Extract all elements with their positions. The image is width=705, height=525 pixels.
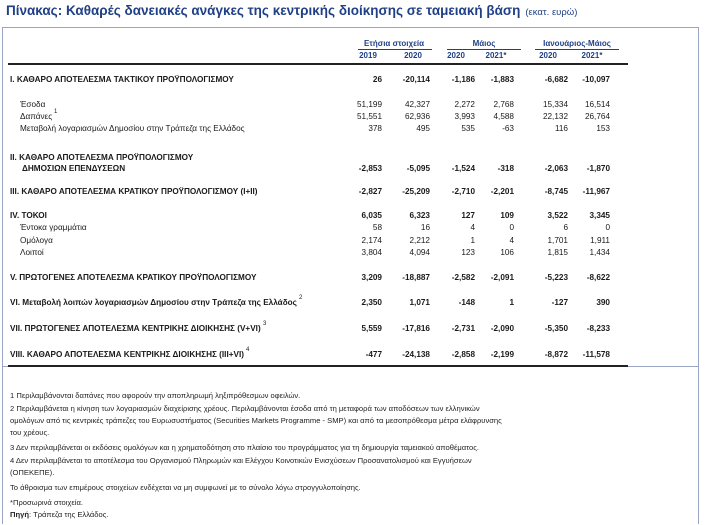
header-jan-may: Ιανουάριος-Μάιος bbox=[543, 39, 611, 48]
footnote-ref: 2 bbox=[299, 295, 303, 301]
cell-value: -5,095 bbox=[406, 164, 430, 173]
cell-value: 109 bbox=[500, 211, 514, 220]
header-may: Μάιος bbox=[472, 39, 496, 48]
cell-value: -1,883 bbox=[490, 75, 514, 84]
cell-value: -2,582 bbox=[451, 273, 475, 282]
cell-value: -2,201 bbox=[490, 187, 514, 196]
footer-rule bbox=[8, 365, 628, 367]
cell-value: -2,710 bbox=[451, 187, 475, 196]
header-rule bbox=[8, 63, 628, 65]
footnote-ref: 3 bbox=[263, 321, 267, 327]
cell-value: -318 bbox=[497, 164, 514, 173]
cell-value: -148 bbox=[458, 298, 475, 307]
cell-value: -6,682 bbox=[544, 75, 568, 84]
cell-value: 127 bbox=[461, 211, 475, 220]
title-text: Πίνακας: Καθαρές δανειακές ανάγκες της κεντρικής διοίκησης σε ταμειακή βάση bbox=[6, 3, 521, 18]
cell-value: 22,132 bbox=[542, 112, 568, 121]
cell-value: 1,701 bbox=[547, 236, 568, 245]
cell-value: -2,731 bbox=[451, 324, 475, 333]
cell-value: -127 bbox=[551, 298, 568, 307]
cell-value: 6,323 bbox=[409, 211, 430, 220]
cell-value: 2,272 bbox=[454, 100, 475, 109]
cell-value: 2,212 bbox=[409, 236, 430, 245]
cell-value: 535 bbox=[461, 124, 475, 133]
cell-value: 2,768 bbox=[493, 100, 514, 109]
row-label: Λοιποί bbox=[20, 248, 44, 257]
footnote-line: 3 Δεν περιλαμβάνεται οι εκδόσεις ομολόγων και η χρηματοδότηση στο πλαίσιο του προγράμματος για τη δημιουργία ταμειακού αποθέματος. bbox=[10, 443, 480, 452]
cell-value: -2,091 bbox=[490, 273, 514, 282]
cell-value: 153 bbox=[596, 124, 610, 133]
col-2020b: 2020 bbox=[447, 51, 465, 60]
source-line bbox=[10, 510, 109, 519]
cell-value: 2,174 bbox=[361, 236, 382, 245]
cell-value: 15,334 bbox=[542, 100, 568, 109]
header-underline-1 bbox=[358, 49, 432, 50]
cell-value: 1,071 bbox=[409, 298, 430, 307]
cell-value: -5,223 bbox=[544, 273, 568, 282]
cell-value: 16 bbox=[420, 223, 430, 232]
cell-value: -8,745 bbox=[544, 187, 568, 196]
cell-value: -17,816 bbox=[402, 324, 430, 333]
cell-value: -2,853 bbox=[358, 164, 382, 173]
row-label-line2: ΔΗΜΟΣΙΩΝ ΕΠΕΝΔΥΣΕΩΝ bbox=[22, 164, 126, 173]
row-label: Μεταβολή λογαριασμών Δημοσίου στην Τράπεζα της Ελλάδος bbox=[20, 124, 245, 133]
row-label: V. ΠΡΩΤΟΓΕΝΕΣ ΑΠΟΤΕΛΕΣΜΑ ΚΡΑΤΙΚΟΥ ΠΡΟΫΠΟΛΟΓΙΣΜΟΥ bbox=[10, 273, 257, 282]
cell-value: -18,887 bbox=[402, 273, 430, 282]
row-label: III. ΚΑΘΑΡΟ ΑΠΟΤΕΛΕΣΜΑ ΚΡΑΤΙΚΟΥ ΠΡΟΫΠΟΛΟΓΙΣΜΟΥ (I+II) bbox=[10, 187, 258, 196]
cell-value: -2,858 bbox=[451, 350, 475, 359]
cell-value: 123 bbox=[461, 248, 475, 257]
footnote-line: ομολόγων από τις κεντρικές τράπεζες του Ευρωσυστήματος (Securities Markets Programme - SMP) και από τα μεσοπρόθεσμα μέτρα ελάφρυνσης bbox=[10, 416, 502, 425]
cell-value: 378 bbox=[368, 124, 382, 133]
cell-value: 4 bbox=[509, 236, 514, 245]
cell-value: -11,967 bbox=[582, 187, 610, 196]
cell-value: 4,094 bbox=[409, 248, 430, 257]
cell-value: 390 bbox=[596, 298, 610, 307]
footnote-line: 2 Περιλαμβάνεται η κίνηση των λογαριασμών διαχείρισης χρέους. Περιλαμβάνονται έσοδα από τη μεταφορά των αποδόσεων των ελληνικών bbox=[10, 404, 480, 413]
cell-value: 2,350 bbox=[361, 298, 382, 307]
cell-value: -2,827 bbox=[358, 187, 382, 196]
footnote-ref: 4 bbox=[246, 347, 250, 353]
cell-value: 116 bbox=[554, 124, 568, 133]
cell-value: 51,199 bbox=[356, 100, 382, 109]
cell-value: 16,514 bbox=[584, 100, 610, 109]
footnote-line: Το άθροισμα των επιμέρους στοιχείων ενδέχεται να μη συμφωνεί με το σύνολο λόγω στρογγυλοποίησης. bbox=[10, 483, 361, 492]
cell-value: -25,209 bbox=[402, 187, 430, 196]
cell-value: -8,233 bbox=[586, 324, 610, 333]
header-underline-2 bbox=[447, 49, 521, 50]
cell-value: 58 bbox=[372, 223, 382, 232]
cell-value: 0 bbox=[509, 223, 514, 232]
col-2021b: 2021* bbox=[581, 51, 603, 60]
row-label: IV. ΤΟΚΟΙ bbox=[10, 211, 47, 220]
col-2020c: 2020 bbox=[539, 51, 557, 60]
cell-value: 3,522 bbox=[547, 211, 568, 220]
row-label: Δαπάνες bbox=[20, 112, 53, 121]
row-label: Ομόλογα bbox=[20, 236, 53, 245]
cell-value: 106 bbox=[500, 248, 514, 257]
table-title bbox=[6, 3, 577, 18]
row-label: II. ΚΑΘΑΡΟ ΑΠΟΤΕΛΕΣΜΑ ΠΡΟΫΠΟΛΟΓΙΣΜΟΥ bbox=[10, 153, 194, 162]
cell-value: 1 bbox=[509, 298, 514, 307]
cell-value: 62,936 bbox=[404, 112, 430, 121]
cell-value: -63 bbox=[502, 124, 514, 133]
header-annual: Ετήσια στοιχεία bbox=[363, 39, 425, 48]
cell-value: 1,911 bbox=[590, 236, 610, 245]
row-label: Έντοκα γραμμάτια bbox=[20, 223, 87, 232]
cell-value: -2,063 bbox=[544, 164, 568, 173]
cell-value: 1 bbox=[470, 236, 475, 245]
cell-value: -10,097 bbox=[582, 75, 610, 84]
cell-value: 6 bbox=[563, 223, 568, 232]
cell-value: 6,035 bbox=[361, 211, 382, 220]
col-2019: 2019 bbox=[359, 51, 377, 60]
col-2021a: 2021* bbox=[485, 51, 507, 60]
row-label: VIII. ΚΑΘΑΡΟ ΑΠΟΤΕΛΕΣΜΑ ΚΕΝΤΡΙΚΗΣ ΔΙΟΙΚΗΣΗΣ (III+VI) bbox=[10, 350, 244, 359]
cell-value: -20,114 bbox=[402, 75, 430, 84]
footnote-ref: 1 bbox=[54, 109, 58, 115]
row-label: VII. ΠΡΩΤΟΓΕΝΕΣ ΑΠΟΤΕΛΕΣΜΑ ΚΕΝΤΡΙΚΗΣ ΔΙΟΙΚΗΣΗΣ (V+VI) bbox=[10, 324, 261, 333]
row-label: I. ΚΑΘΑΡΟ ΑΠΟΤΕΛΕΣΜΑ ΤΑΚΤΙΚΟΥ ΠΡΟΫΠΟΛΟΓΙΣΜΟΥ bbox=[10, 75, 234, 84]
cell-value: 1,434 bbox=[589, 248, 610, 257]
cell-value: -2,199 bbox=[490, 350, 514, 359]
footnote-line: του χρέους. bbox=[10, 428, 50, 437]
unit-label: (εκατ. ευρώ) bbox=[525, 7, 578, 18]
cell-value: 0 bbox=[605, 223, 610, 232]
cell-value: -8,872 bbox=[544, 350, 568, 359]
cell-value: 3,209 bbox=[361, 273, 382, 282]
cell-value: 495 bbox=[416, 124, 430, 133]
header-underline-3 bbox=[535, 49, 619, 50]
cell-value: 42,327 bbox=[404, 100, 430, 109]
cell-value: -1,870 bbox=[586, 164, 610, 173]
source-text: : Τράπεζα της Ελλάδος. bbox=[28, 510, 109, 519]
cell-value: 3,345 bbox=[589, 211, 610, 220]
cell-value: 5,559 bbox=[361, 324, 382, 333]
cell-value: 3,804 bbox=[361, 248, 382, 257]
cell-value: 4,588 bbox=[493, 112, 514, 121]
cell-value: -11,578 bbox=[582, 350, 610, 359]
provisional-note: *Προσωρινά στοιχεία. bbox=[10, 498, 83, 507]
row-label: VI. Μεταβολή λοιπών λογαριασμών Δημοσίου στην Τράπεζα της Ελλάδος bbox=[10, 298, 297, 307]
cell-value: 4 bbox=[470, 223, 475, 232]
cell-value: 51,551 bbox=[356, 112, 382, 121]
cell-value: 3,993 bbox=[454, 112, 475, 121]
cell-value: -24,138 bbox=[402, 350, 430, 359]
cell-value: -1,524 bbox=[451, 164, 475, 173]
cell-value: 1,815 bbox=[547, 248, 568, 257]
footnote-line: 1 Περιλαμβάνονται δαπάνες που αφορούν την αποπληρωμή ληξιπρόθεσμων οφειλών. bbox=[10, 391, 301, 400]
cell-value: -2,090 bbox=[490, 324, 514, 333]
cell-value: -1,186 bbox=[451, 75, 475, 84]
cell-value: -477 bbox=[365, 350, 382, 359]
cell-value: -5,350 bbox=[544, 324, 568, 333]
footnote-line: (ΟΠΕΚΕΠΕ). bbox=[10, 468, 55, 477]
source-label: Πηγή bbox=[10, 510, 29, 519]
col-2020a: 2020 bbox=[404, 51, 422, 60]
cell-value: 26,764 bbox=[584, 112, 610, 121]
cell-value: 26 bbox=[372, 75, 382, 84]
cell-value: -8,622 bbox=[586, 273, 610, 282]
row-label: Έσοδα bbox=[20, 100, 46, 109]
footnote-line: 4 Δεν περιλαμβάνεται το αποτέλεσμα του Οργανισμού Πληρωμών και Ελέγχου Κοινοτικών Ενισχύσεων Προσανατολισμού και Εγγυήσεων bbox=[10, 456, 472, 465]
